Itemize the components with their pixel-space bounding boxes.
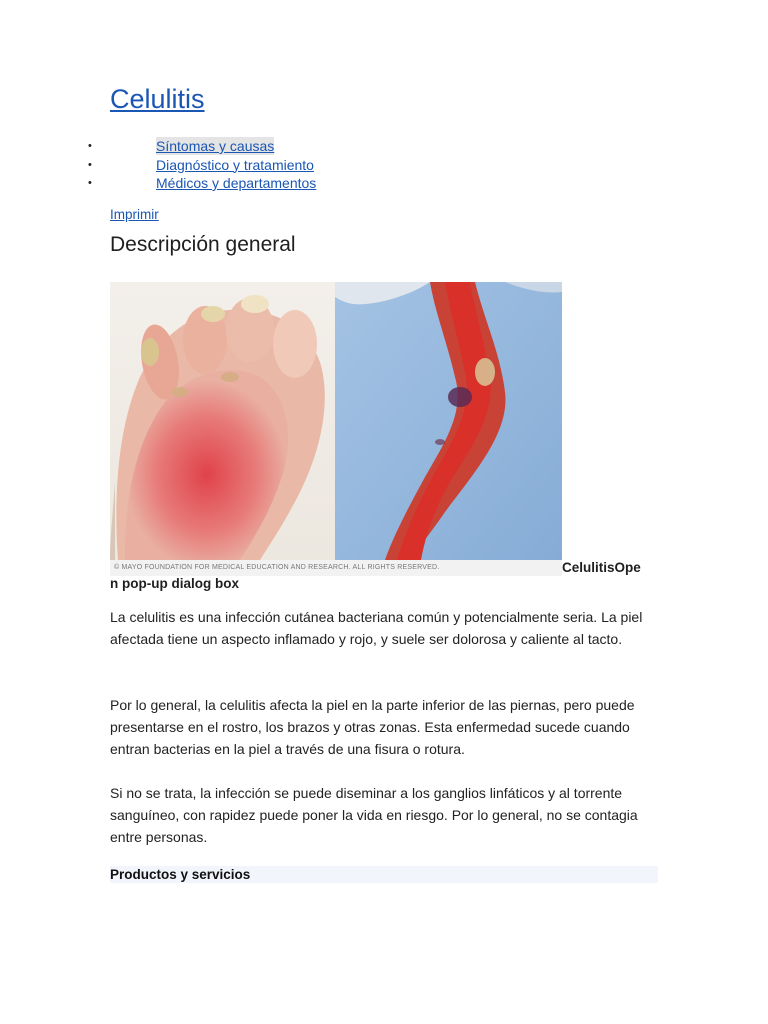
paragraph-risk: Si no se trata, la infección se puede diseminar a los ganglios linfáticos y al torrente sanguíneo, con rapidez puede poner la vida en riesgo. Por lo general, no se contagia entre personas. <box>110 785 638 845</box>
cellulitis-figure[interactable] <box>110 282 562 577</box>
caption-title[interactable]: CelulitisOpe <box>562 560 641 575</box>
caption-popup-label[interactable]: n pop-up dialog box <box>110 576 239 591</box>
page-title[interactable]: Celulitis <box>110 84 205 114</box>
paragraph-intro: La celulitis es una infección cutánea bacteriana común y potencialmente seria. La piel afectada tiene un aspecto inflamado y rojo, y suele ser dolorosa y caliente al tacto. <box>110 609 643 647</box>
cellulitis-foot-photo <box>110 282 335 560</box>
nav-link-diagnostico-y-tratamiento[interactable]: Diagnóstico y tratamiento <box>156 156 314 173</box>
photo-credit-bar <box>110 560 562 576</box>
foot-illustration <box>110 282 335 560</box>
nav-link-sintomas-y-causas[interactable]: Síntomas y causas <box>156 138 275 154</box>
bullet: • <box>88 140 92 152</box>
print-link[interactable]: Imprimir <box>110 207 159 222</box>
arm-illustration <box>335 282 562 560</box>
photo-credit: © MAYO FOUNDATION FOR MEDICAL EDUCATION AND RESEARCH. ALL RIGHTS RESERVED. <box>114 564 440 571</box>
bullet: • <box>88 177 92 189</box>
nav-link-medicos-y-departamentos[interactable]: Médicos y departamentos <box>156 175 317 191</box>
cellulitis-arm-photo <box>335 282 562 560</box>
paragraph-location: Por lo general, la celulitis afecta la piel en la parte inferior de las piernas, pero puede presentarse en el rostro, los brazos y otras zonas. Esta enfermedad sucede cuando entran bacterias en la piel a través de una fisura o rotura. <box>110 697 635 757</box>
section-title: Descripción general <box>110 233 296 256</box>
bullet: • <box>88 158 92 171</box>
products-heading: Productos y servicios <box>110 867 251 882</box>
